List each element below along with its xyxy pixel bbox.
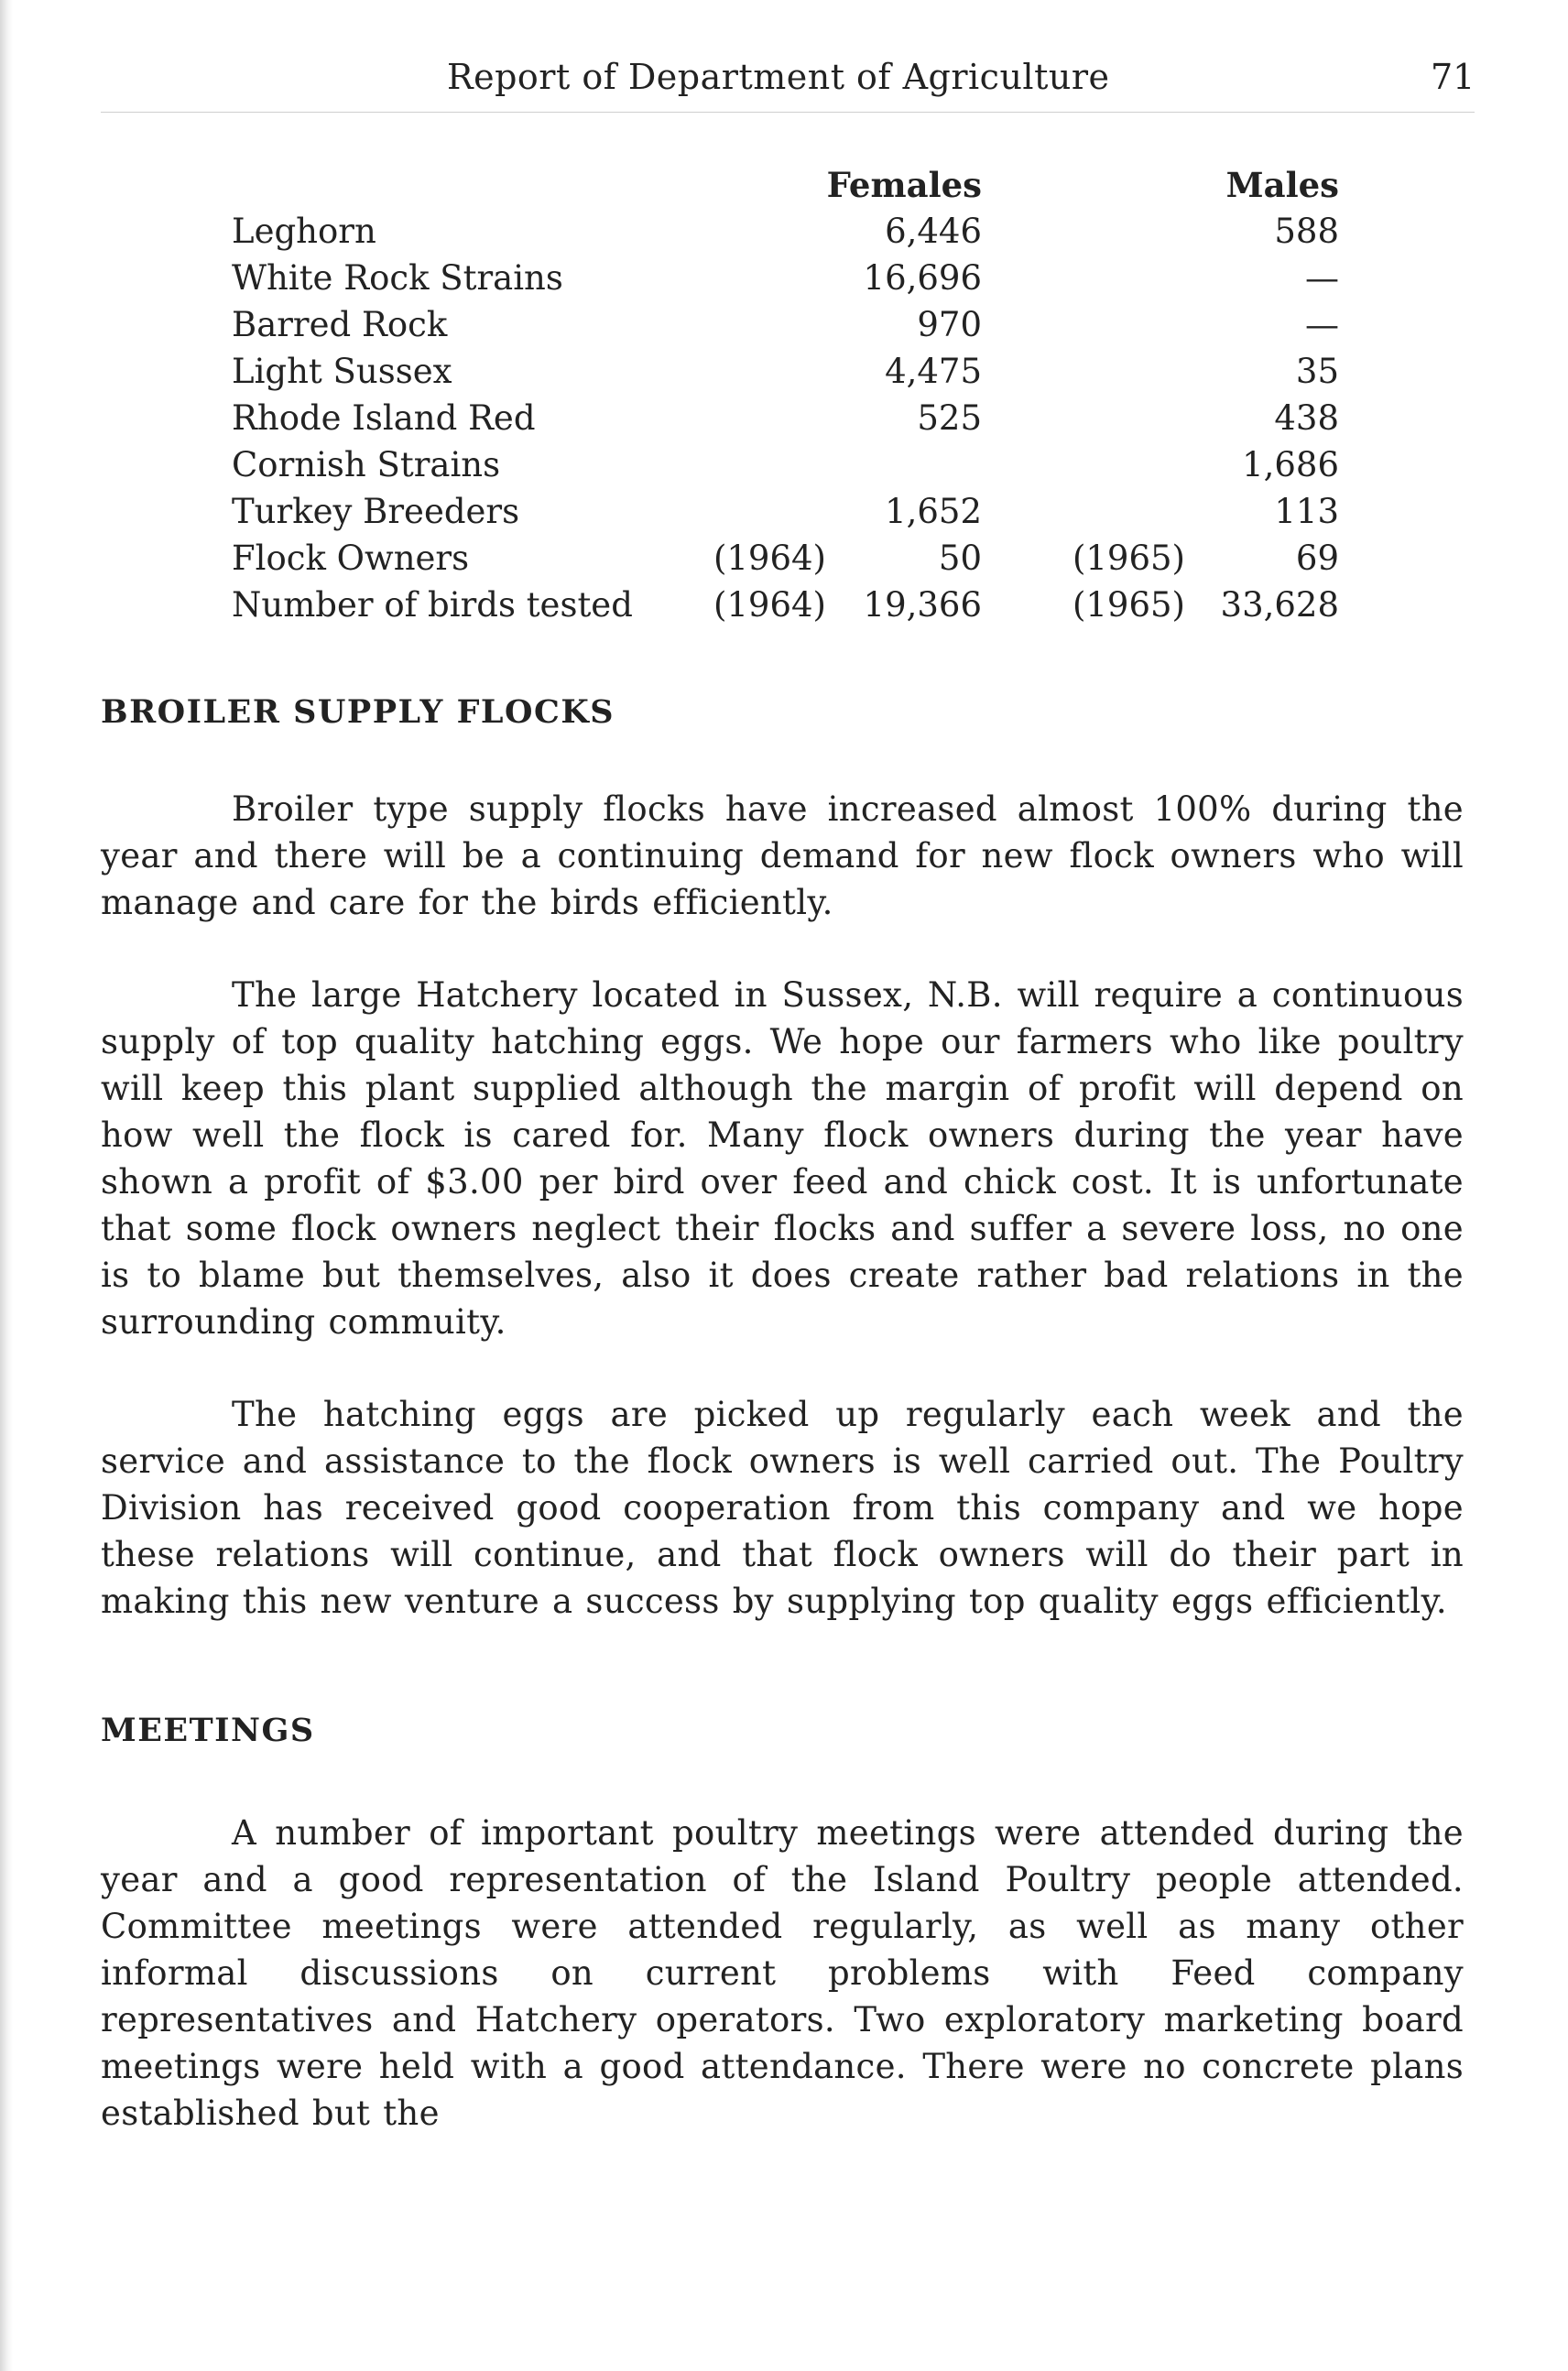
male-count: 35 <box>1295 352 1339 391</box>
female-count: 50 <box>938 538 982 578</box>
page-number: 71 <box>1431 57 1475 97</box>
male-year: (1965) <box>1072 538 1185 578</box>
female-count: 1,652 <box>885 492 982 531</box>
table-header-row <box>0 165 1568 212</box>
paragraph: The large Hatchery located in Sussex, N.B. will require a continuous supply of top quality hatching eggs. We hope our farmers who like poultry will keep this plant supplied although the margin of profit will depend on how well the flock is cared for. Many flock owners during the year have shown a profit of $3.00 per bird over feed and chick cost. It is unfortunate that some flock owners neglect their flocks and suffer a severe loss, no one is to blame but themselves, also it does create rather bad relations in the surrounding commuity. <box>101 975 1464 1342</box>
table-row <box>0 212 1568 258</box>
paragraph: The hatching eggs are picked up regularly each week and the service and assistance to the flock owners is well carried out. The Poultry Division has received good cooperation from this company and we hope these relations will continue, and that flock owners will do their part in making this new venture a success by supplying top quality eggs efficiently. <box>101 1395 1464 1621</box>
paragraph: A number of important poultry meetings were attended during the year and a good representation of the Island Poultry people attended. Committee meetings were attended regularly, as well as many other informal discussions on current problems with Feed company representatives and Hatchery operators. Two exploratory marketing board meetings were held with a good attendance. There were no concrete plans established but the <box>101 1813 1464 2133</box>
male-year: (1965) <box>1072 585 1185 625</box>
female-year: (1964) <box>713 585 826 625</box>
section-heading-broiler-supply-flocks: BROILER SUPPLY FLOCKS <box>101 693 615 731</box>
paragraph: Broiler type supply flocks have increased almost 100% during the year and there will be a continuing demand for new flock owners who will manage and care for the birds efficiently. <box>101 789 1464 922</box>
male-count: — <box>1305 305 1339 344</box>
male-count: 588 <box>1274 212 1339 251</box>
female-year: (1964) <box>713 538 826 578</box>
running-header-title: Report of Department of Agriculture <box>447 57 1110 97</box>
female-count: 525 <box>917 398 982 438</box>
section-heading-meetings: MEETINGS <box>101 1712 315 1749</box>
row-label: Leghorn <box>232 212 376 251</box>
table-row <box>0 492 1568 538</box>
table-row <box>0 445 1568 492</box>
table-row <box>0 305 1568 352</box>
row-label: Number of birds tested <box>232 585 633 625</box>
column-header-males: Males <box>1225 165 1339 205</box>
male-count: 1,686 <box>1242 445 1339 484</box>
table-row <box>0 258 1568 305</box>
row-label: White Rock Strains <box>232 258 563 298</box>
row-label: Rhode Island Red <box>232 398 536 438</box>
running-header <box>0 57 1568 103</box>
male-count: 438 <box>1274 398 1339 438</box>
male-count: 113 <box>1274 492 1339 531</box>
table-row <box>0 538 1568 585</box>
row-label: Cornish Strains <box>232 445 501 484</box>
female-count: 16,696 <box>863 258 982 298</box>
table-row <box>0 585 1568 632</box>
male-count: 33,628 <box>1220 585 1339 625</box>
male-count: 69 <box>1295 538 1339 578</box>
row-label: Flock Owners <box>232 538 470 578</box>
male-count: — <box>1305 258 1339 298</box>
table-row <box>0 398 1568 445</box>
header-divider <box>101 112 1475 113</box>
female-count: 6,446 <box>885 212 982 251</box>
table-row <box>0 352 1568 398</box>
female-count: 4,475 <box>885 352 982 391</box>
column-header-females: Females <box>826 165 982 205</box>
row-label: Barred Rock <box>232 305 448 344</box>
female-count: 970 <box>917 305 982 344</box>
row-label: Turkey Breeders <box>232 492 520 531</box>
row-label: Light Sussex <box>232 352 452 391</box>
female-count: 19,366 <box>863 585 982 625</box>
